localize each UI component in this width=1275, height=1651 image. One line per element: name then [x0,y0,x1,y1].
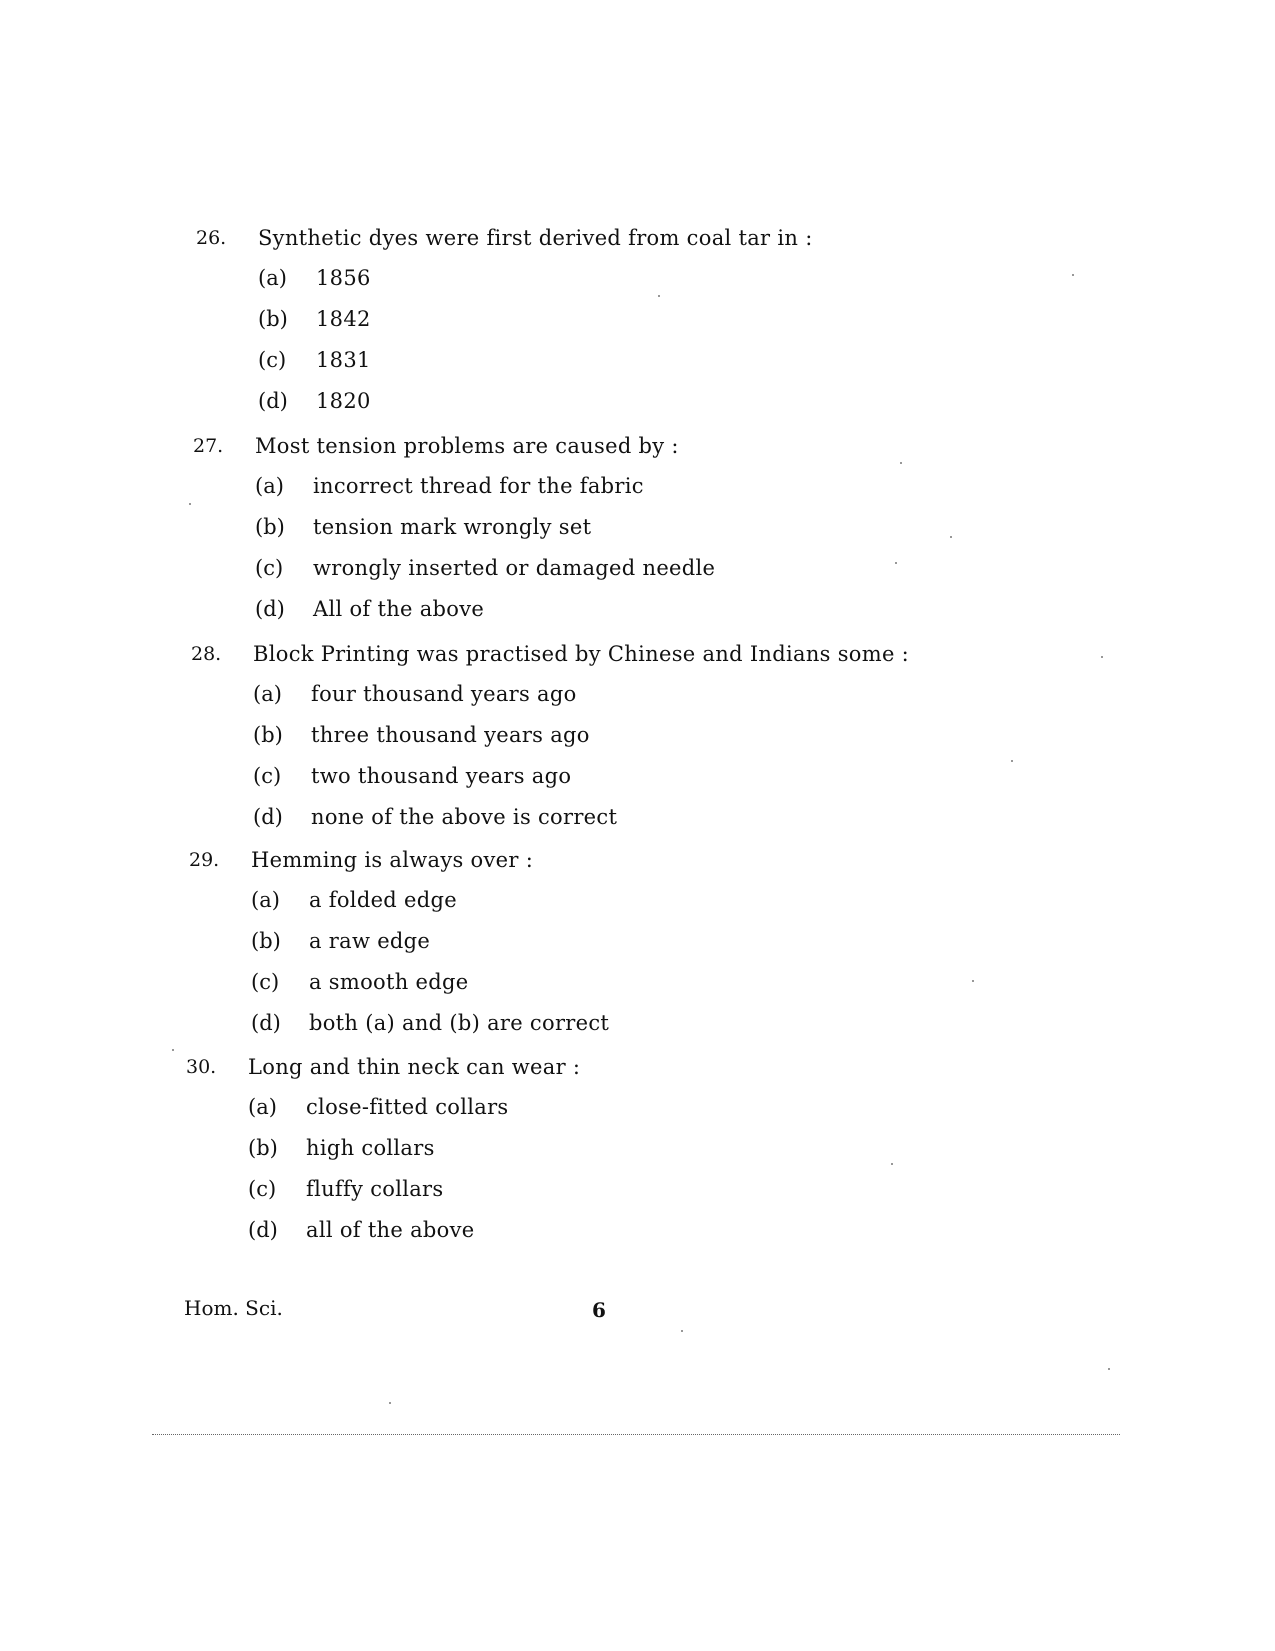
question-28 [191,634,1091,838]
option-text: close-fitted collars [306,1095,509,1119]
question-text: Synthetic dyes were first derived from coal tar in : [258,226,813,250]
scan-speck [895,562,897,564]
scan-speck [1011,760,1013,762]
option-text: both (a) and (b) are correct [309,1011,610,1035]
option-text: high collars [306,1136,435,1160]
question-text: Block Printing was practised by Chinese and Indians some : [253,642,910,666]
page-number: 6 [592,1298,606,1322]
option-text: tension mark wrongly set [313,515,592,539]
dotted-divider [152,1434,1120,1435]
question-number: 27. [193,435,224,457]
option-label: (b) [255,515,285,539]
option-a [191,674,1091,715]
scan-speck [189,503,191,505]
option-text: 1831 [316,348,371,372]
option-a [196,258,1096,299]
option-d [191,797,1091,838]
option-a [193,466,1093,507]
question-text: Most tension problems are caused by : [255,434,679,458]
option-label: (d) [248,1218,278,1242]
option-c [186,1169,1086,1210]
option-label: (d) [251,1011,281,1035]
question-30 [186,1047,1086,1251]
option-d [196,381,1096,422]
scan-speck [972,980,974,982]
option-label: (a) [251,888,280,912]
option-label: (d) [255,597,285,621]
question-26 [196,218,1096,422]
option-c [196,340,1096,381]
option-text: a raw edge [309,929,431,953]
option-text: four thousand years ago [311,682,577,706]
question-number: 30. [186,1056,217,1078]
option-label: (d) [253,805,283,829]
question-stem [186,1047,1086,1087]
option-text: fluffy collars [306,1177,444,1201]
option-text: incorrect thread for the fabric [313,474,644,498]
option-label: (c) [258,348,287,372]
question-stem [189,840,1089,880]
option-text: a folded edge [309,888,457,912]
option-label: (b) [248,1136,278,1160]
scan-speck [681,1330,683,1332]
option-text: 1842 [316,307,371,331]
option-label: (c) [251,970,280,994]
scan-speck [172,1049,174,1051]
option-label: (c) [253,764,282,788]
option-label: (b) [258,307,288,331]
option-d [193,589,1093,630]
question-29 [189,840,1089,1044]
option-text: wrongly inserted or damaged needle [313,556,716,580]
option-text: a smooth edge [309,970,469,994]
option-c [191,756,1091,797]
option-text: all of the above [306,1218,475,1242]
option-d [189,1003,1089,1044]
option-a [186,1087,1086,1128]
option-b [191,715,1091,756]
option-label: (c) [255,556,284,580]
question-text: Hemming is always over : [251,848,534,872]
question-number: 29. [189,849,220,871]
scan-speck [1101,656,1103,658]
option-text: two thousand years ago [311,764,572,788]
option-text: none of the above is correct [311,805,618,829]
question-text: Long and thin neck can wear : [248,1055,581,1079]
option-b [196,299,1096,340]
question-stem [191,634,1091,674]
footer-subject: Hom. Sci. [184,1296,283,1320]
scan-speck [1108,1368,1110,1370]
option-label: (c) [248,1177,277,1201]
scan-speck [891,1163,893,1165]
option-b [193,507,1093,548]
option-b [189,921,1089,962]
option-a [189,880,1089,921]
question-number: 26. [196,227,227,249]
scan-speck [658,295,660,297]
question-27 [193,426,1093,630]
option-label: (d) [258,389,288,413]
scan-speck [900,462,902,464]
option-c [189,962,1089,1003]
option-b [186,1128,1086,1169]
option-d [186,1210,1086,1251]
scan-speck [1072,274,1074,276]
option-text: three thousand years ago [311,723,590,747]
option-label: (b) [251,929,281,953]
scan-speck [950,536,952,538]
option-label: (a) [253,682,282,706]
option-label: (a) [255,474,284,498]
scan-speck [389,1402,391,1404]
option-c [193,548,1093,589]
option-label: (a) [248,1095,277,1119]
option-text: 1820 [316,389,371,413]
option-text: All of the above [313,597,485,621]
option-label: (a) [258,266,287,290]
question-stem [193,426,1093,466]
question-stem [196,218,1096,258]
option-text: 1856 [316,266,371,290]
option-label: (b) [253,723,283,747]
question-number: 28. [191,643,222,665]
